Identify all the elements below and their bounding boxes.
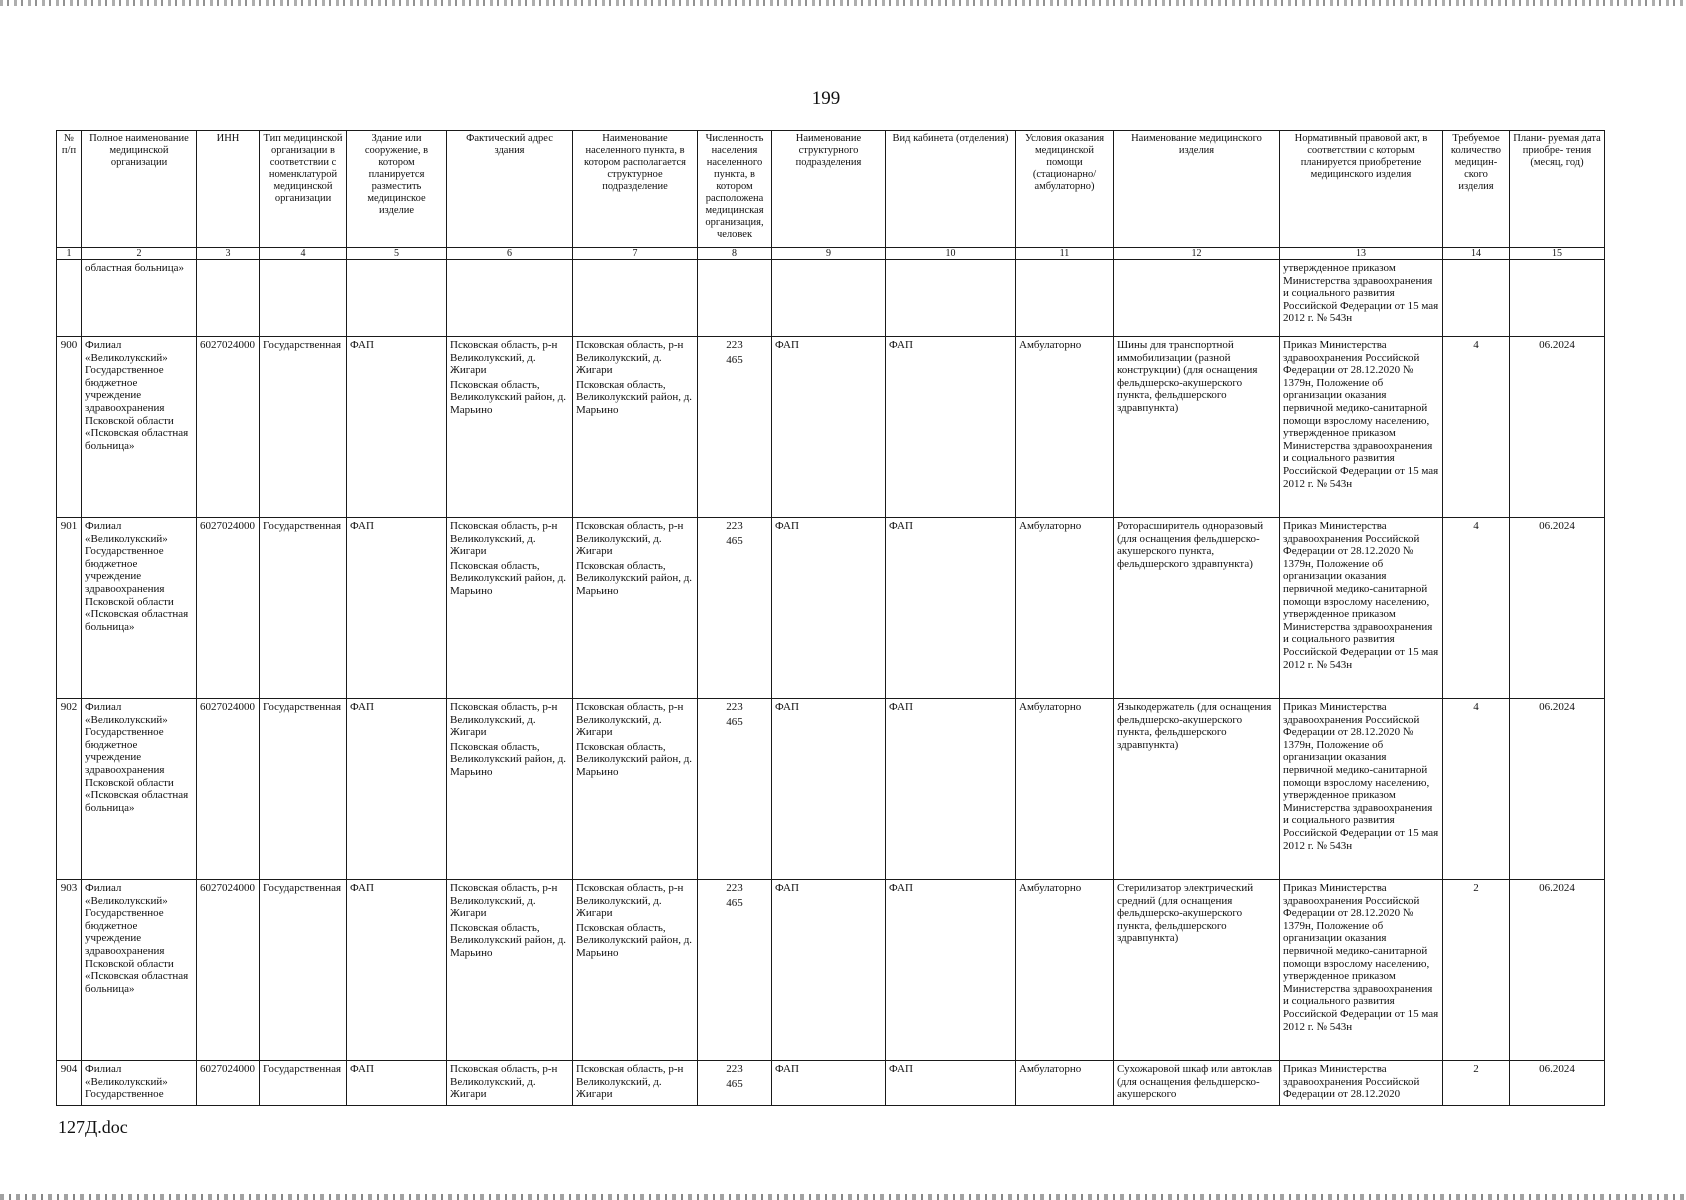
carry-cell-org: областная больница» (82, 260, 197, 337)
legal-act: Приказ Министерства здравоохранения Российской Федерации от 28.12.2020 № 1379н, Положение об организации оказания первичной медико-санитарной помощи взрослому населению, утвержденное приказом Министерства здравоохранения и социального развития Российской Федерации от 15 мая 2012 г. № 543н (1280, 518, 1443, 699)
address-line: Псковская область, Великолукский район, д. Марьино (450, 921, 567, 959)
equipment-table (56, 130, 1605, 1106)
organization-type: Государственная (260, 518, 347, 699)
column-header-4: Тип медицинской организации в соответствии с номенклатурой медицинской организации (260, 131, 347, 248)
column-header-13: Нормативный правовой акт, в соответствии с которым планируется приобретение медицинского изделия (1280, 131, 1443, 248)
actual-address (447, 518, 573, 699)
organization-name: Филиал «Великолукский» Государственное бюджетное учреждение здравоохранения Псковской области «Псковская областная больница» (82, 337, 197, 518)
column-header-6: Фактический адрес здания (447, 131, 573, 248)
column-number-2: 2 (82, 248, 197, 260)
settlement-name (573, 699, 698, 880)
medical-device-name: Шины для транспортной иммобилизации (разной конструкции) (для оснащения фельдшерско-акушерского пункта, фельдшерского здравпункта) (1114, 337, 1280, 518)
page-number: 199 (811, 88, 841, 109)
address-line: Псковская область, Великолукский район, д. Марьино (450, 559, 567, 597)
column-header-14: Требуемое количество медицин- ского изделия (1443, 131, 1510, 248)
medical-device-name: Роторасширитель одноразовый (для оснащения фельдшерско-акушерского пункта, фельдшерского здравпункта) (1114, 518, 1280, 699)
settlement-line: Псковская область, Великолукский район, д. Марьино (576, 921, 693, 959)
settlement-name (573, 1061, 698, 1106)
column-header-10: Вид кабинета (отделения) (886, 131, 1016, 248)
legal-act: Приказ Министерства здравоохранения Российской Федерации от 28.12.2020 (1280, 1061, 1443, 1106)
row-number: 902 (57, 699, 82, 880)
settlement-line: Псковская область, р-н Великолукский, д. Жигари (576, 1063, 684, 1101)
inn: 6027024000 (197, 337, 260, 518)
table-row (57, 880, 1605, 1061)
inn: 6027024000 (197, 699, 260, 880)
column-header-9: Наименование структурного подразделения (772, 131, 886, 248)
population-value: 223 (726, 339, 743, 351)
population-value: 223 (726, 701, 743, 713)
organization-type: Государственная (260, 699, 347, 880)
structural-unit: ФАП (772, 1061, 886, 1106)
population-value: 223 (726, 882, 743, 894)
table-row (57, 699, 1605, 880)
column-header-7: Наименование населенного пункта, в котором располагается структурное подразделение (573, 131, 698, 248)
population-value: 465 (726, 715, 743, 728)
cabinet-type: ФАП (886, 1061, 1016, 1106)
population (698, 880, 772, 1061)
population-value: 465 (726, 1077, 743, 1090)
table-row (57, 1061, 1605, 1106)
column-number-1: 1 (57, 248, 82, 260)
address-line: Псковская область, Великолукский район, д. Марьино (450, 378, 567, 416)
medical-device-name: Языкодержатель (для оснащения фельдшерско-акушерского пункта, фельдшерского здравпункта) (1114, 699, 1280, 880)
header-row (57, 131, 1605, 248)
medical-device-name: Стерилизатор электрический средний (для оснащения фельдшерско-акушерского пункта, фельдшерского здравпункта) (1114, 880, 1280, 1061)
table-body (57, 260, 1605, 1106)
row-number: 904 (57, 1061, 82, 1106)
care-conditions: Амбулаторно (1016, 518, 1114, 699)
structural-unit: ФАП (772, 337, 886, 518)
building: ФАП (347, 880, 447, 1061)
population-value: 465 (726, 534, 743, 547)
population-value: 223 (726, 520, 743, 532)
column-header-8: Численность населения населенного пункта, в котором расположена медицинская организация, человек (698, 131, 772, 248)
organization-type: Государственная (260, 880, 347, 1061)
cabinet-type: ФАП (886, 880, 1016, 1061)
organization-name: Филиал «Великолукский» Государственное бюджетное учреждение здравоохранения Псковской области «Псковская областная больница» (82, 518, 197, 699)
planned-date: 06.2024 (1510, 518, 1605, 699)
structural-unit: ФАП (772, 880, 886, 1061)
legal-act: Приказ Министерства здравоохранения Российской Федерации от 28.12.2020 № 1379н, Положение об организации оказания первичной медико-санитарной помощи взрослому населению, утвержденное приказом Министерства здравоохранения и социального развития Российской Федерации от 15 мая 2012 г. № 543н (1280, 699, 1443, 880)
footer-filename: 127Д.doc (58, 1117, 128, 1137)
column-number-10: 10 (886, 248, 1016, 260)
medical-device-name: Сухожаровой шкаф или автоклав (для оснащения фельдшерско-акушерского (1114, 1061, 1280, 1106)
population (698, 1061, 772, 1106)
planned-date: 06.2024 (1510, 337, 1605, 518)
column-number-6: 6 (447, 248, 573, 260)
actual-address (447, 699, 573, 880)
column-number-13: 13 (1280, 248, 1443, 260)
planned-date: 06.2024 (1510, 1061, 1605, 1106)
address-line: Псковская область, р-н Великолукский, д. Жигари (450, 520, 558, 558)
column-header-2: Полное наименование медицинской организации (82, 131, 197, 248)
column-number-row (57, 248, 1605, 260)
inn: 6027024000 (197, 1061, 260, 1106)
cabinet-type: ФАП (886, 518, 1016, 699)
actual-address (447, 1061, 573, 1106)
required-quantity: 2 (1443, 880, 1510, 1061)
column-number-7: 7 (573, 248, 698, 260)
settlement-line: Псковская область, р-н Великолукский, д. Жигари (576, 339, 684, 377)
column-number-11: 11 (1016, 248, 1114, 260)
settlement-line: Псковская область, р-н Великолукский, д. Жигари (576, 882, 684, 920)
column-header-5: Здание или сооружение, в котором планируется разместить медицинское изделие (347, 131, 447, 248)
population-value: 465 (726, 896, 743, 909)
scan-edge-bottom (0, 1194, 1686, 1200)
address-line: Псковская область, р-н Великолукский, д. Жигари (450, 882, 558, 920)
address-line: Псковская область, р-н Великолукский, д. Жигари (450, 701, 558, 739)
legal-act: Приказ Министерства здравоохранения Российской Федерации от 28.12.2020 № 1379н, Положение об организации оказания первичной медико-санитарной помощи взрослому населению, утвержденное приказом Министерства здравоохранения и социального развития Российской Федерации от 15 мая 2012 г. № 543н (1280, 880, 1443, 1061)
column-number-15: 15 (1510, 248, 1605, 260)
population (698, 518, 772, 699)
care-conditions: Амбулаторно (1016, 337, 1114, 518)
population-value: 223 (726, 1063, 743, 1075)
column-number-5: 5 (347, 248, 447, 260)
settlement-name (573, 518, 698, 699)
column-number-12: 12 (1114, 248, 1280, 260)
column-number-3: 3 (197, 248, 260, 260)
legal-act: Приказ Министерства здравоохранения Российской Федерации от 28.12.2020 № 1379н, Положение об организации оказания первичной медико-санитарной помощи взрослому населению, утвержденное приказом Министерства здравоохранения и социального развития Российской Федерации от 15 мая 2012 г. № 543н (1280, 337, 1443, 518)
settlement-line: Псковская область, Великолукский район, д. Марьино (576, 378, 693, 416)
settlement-line: Псковская область, р-н Великолукский, д. Жигари (576, 701, 684, 739)
settlement-name (573, 880, 698, 1061)
cabinet-type: ФАП (886, 699, 1016, 880)
structural-unit: ФАП (772, 699, 886, 880)
planned-date: 06.2024 (1510, 880, 1605, 1061)
table-header (57, 131, 1605, 260)
population-value: 465 (726, 353, 743, 366)
scan-edge-top (0, 0, 1686, 6)
carry-cell-act: утвержденное приказом Министерства здравоохранения и социального развития Российской Федерации от 15 мая 2012 г. № 543н (1280, 260, 1443, 337)
structural-unit: ФАП (772, 518, 886, 699)
required-quantity: 4 (1443, 518, 1510, 699)
address-line: Псковская область, р-н Великолукский, д. Жигари (450, 1063, 558, 1101)
column-number-4: 4 (260, 248, 347, 260)
column-header-11: Условия оказания медицинской помощи (стационарно/ амбулаторно) (1016, 131, 1114, 248)
building: ФАП (347, 337, 447, 518)
organization-type: Государственная (260, 1061, 347, 1106)
inn: 6027024000 (197, 518, 260, 699)
building: ФАП (347, 699, 447, 880)
address-line: Псковская область, р-н Великолукский, д. Жигари (450, 339, 558, 377)
settlement-line: Псковская область, Великолукский район, д. Марьино (576, 559, 693, 597)
table-row (57, 337, 1605, 518)
column-header-1: № п/п (57, 131, 82, 248)
organization-name: Филиал «Великолукский» Государственное бюджетное учреждение здравоохранения Псковской области «Псковская областная больница» (82, 880, 197, 1061)
column-number-8: 8 (698, 248, 772, 260)
table-row (57, 518, 1605, 699)
building: ФАП (347, 1061, 447, 1106)
care-conditions: Амбулаторно (1016, 880, 1114, 1061)
row-number: 900 (57, 337, 82, 518)
population (698, 699, 772, 880)
actual-address (447, 337, 573, 518)
cabinet-type: ФАП (886, 337, 1016, 518)
inn: 6027024000 (197, 880, 260, 1061)
building: ФАП (347, 518, 447, 699)
carry-over-row (57, 260, 1605, 337)
settlement-line: Псковская область, Великолукский район, д. Марьино (576, 740, 693, 778)
required-quantity: 2 (1443, 1061, 1510, 1106)
population (698, 337, 772, 518)
row-number: 903 (57, 880, 82, 1061)
column-number-9: 9 (772, 248, 886, 260)
column-header-12: Наименование медицинского изделия (1114, 131, 1280, 248)
column-number-14: 14 (1443, 248, 1510, 260)
required-quantity: 4 (1443, 699, 1510, 880)
actual-address (447, 880, 573, 1061)
organization-name: Филиал «Великолукский» Государственное (82, 1061, 197, 1106)
column-header-15: Плани- руемая дата приобре- тения (месяц, год) (1510, 131, 1605, 248)
organization-type: Государственная (260, 337, 347, 518)
address-line: Псковская область, Великолукский район, д. Марьино (450, 740, 567, 778)
column-header-3: ИНН (197, 131, 260, 248)
carry-cell-num (57, 260, 82, 337)
care-conditions: Амбулаторно (1016, 1061, 1114, 1106)
planned-date: 06.2024 (1510, 699, 1605, 880)
settlement-name (573, 337, 698, 518)
organization-name: Филиал «Великолукский» Государственное бюджетное учреждение здравоохранения Псковской области «Псковская областная больница» (82, 699, 197, 880)
required-quantity: 4 (1443, 337, 1510, 518)
row-number: 901 (57, 518, 82, 699)
settlement-line: Псковская область, р-н Великолукский, д. Жигари (576, 520, 684, 558)
care-conditions: Амбулаторно (1016, 699, 1114, 880)
